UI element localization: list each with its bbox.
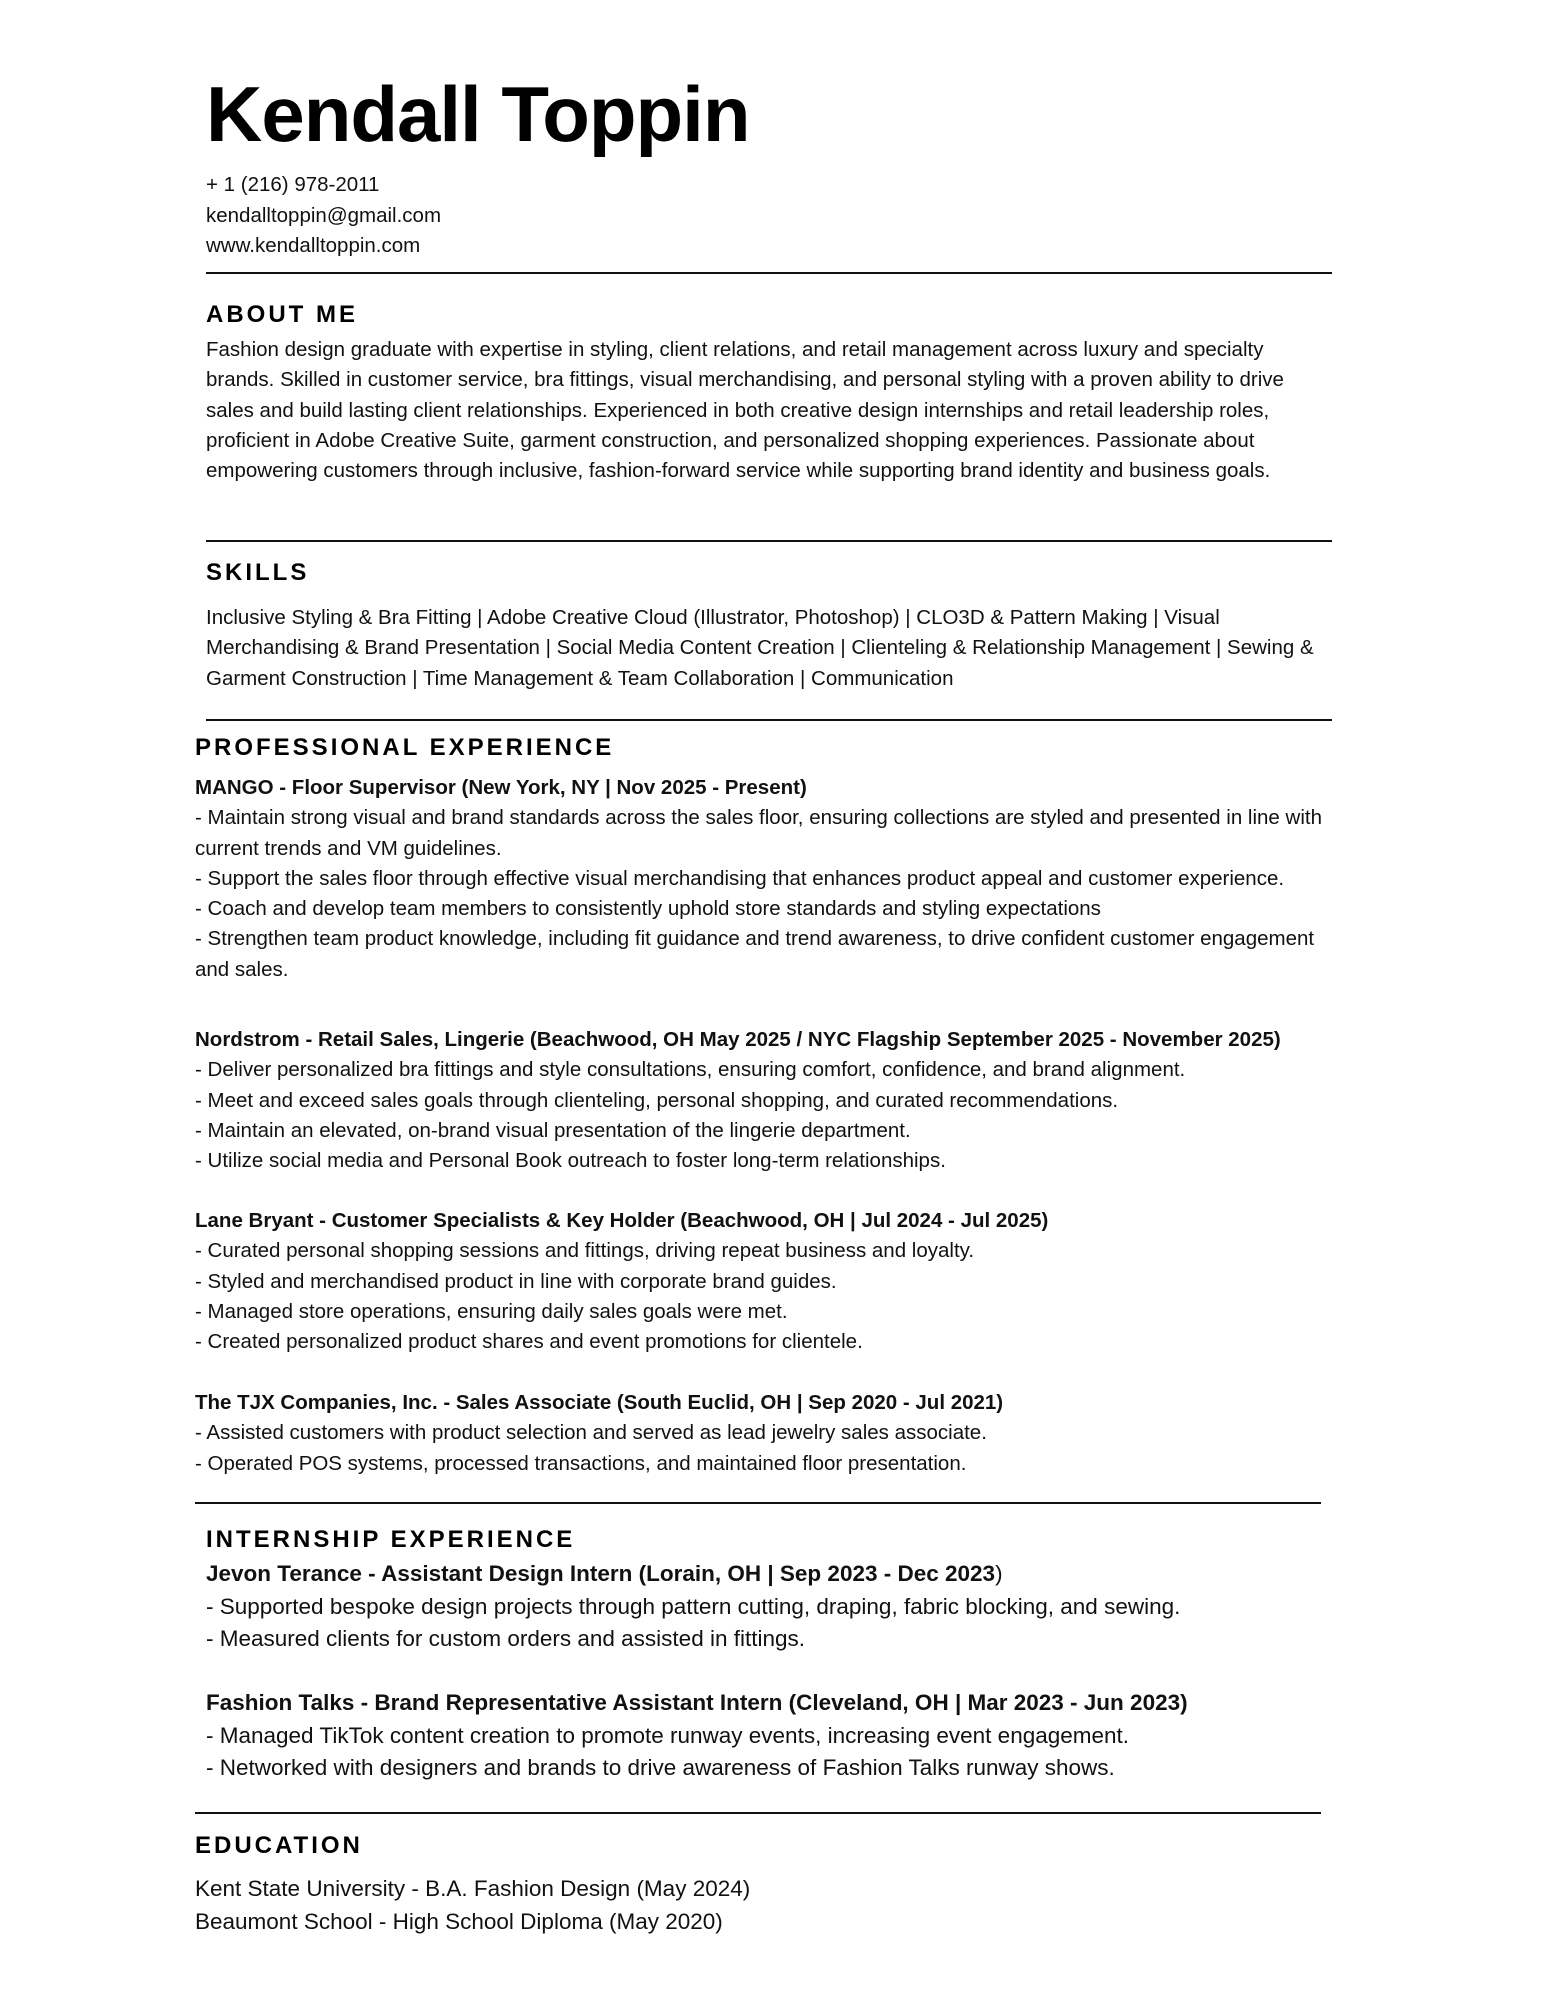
job-entry: [195, 1025, 1355, 1176]
job-bullet: - Created personalized product shares and event promotions for clientele.: [195, 1330, 863, 1354]
phone-number: + 1 (216) 978-2011: [206, 173, 380, 196]
internship-title: [206, 1558, 1336, 1591]
internship-title-text: Fashion Talks - Brand Representative Assistant Intern (Cleveland, OH | Mar 2023 - Jun 2023): [206, 1690, 1188, 1715]
internship-title-text: Jevon Terance - Assistant Design Intern (Lorain, OH | Sep 2023 - Dec 2023: [206, 1561, 996, 1586]
job-bullet: - Assisted customers with product selection and served as lead jewelry sales associate.: [195, 1421, 987, 1445]
experience-heading: PROFESSIONAL EXPERIENCE: [195, 734, 615, 761]
skills-heading: SKILLS: [206, 559, 310, 586]
job-bullet: - Managed store operations, ensuring daily sales goals were met.: [195, 1299, 788, 1323]
website-url: www.kendalltoppin.com: [206, 234, 421, 257]
internship-heading: INTERNSHIP EXPERIENCE: [206, 1526, 576, 1553]
job-bullet: - Coach and develop team members to consistently uphold store standards and styling expectations: [195, 897, 1101, 921]
contact-info: [206, 170, 441, 262]
internship-entry: [206, 1558, 1336, 1656]
education-list: [195, 1873, 1325, 1938]
internship-bullet: - Supported bespoke design projects through pattern cutting, draping, fabric blocking, and sewing.: [206, 1593, 1181, 1619]
divider: [195, 1502, 1321, 1504]
internship-bullet: - Measured clients for custom orders and assisted in fittings.: [206, 1626, 806, 1651]
about-heading: ABOUT ME: [206, 301, 358, 328]
job-entry: [195, 1206, 1325, 1357]
education-item: Kent State University - B.A. Fashion Design (May 2024): [195, 1876, 751, 1901]
internship-title: [206, 1687, 1336, 1720]
job-bullet: - Utilize social media and Personal Book outreach to foster long-term relationships.: [195, 1149, 946, 1173]
internship-title-suffix: ): [995, 1561, 1003, 1586]
job-bullet: - Styled and merchandised product in line with corporate brand guides.: [195, 1269, 837, 1293]
email-address: kendalltoppin@gmail.com: [206, 203, 442, 227]
job-entry: [195, 1388, 1325, 1479]
job-title: Lane Bryant - Customer Specialists & Key Holder (Beachwood, OH | Jul 2024 - Jul 2025): [195, 1209, 1049, 1232]
internship-bullet: - Managed TikTok content creation to promote runway events, increasing event engagement.: [206, 1722, 1130, 1748]
divider: [206, 540, 1332, 542]
divider: [206, 719, 1332, 721]
education-item: Beaumont School - High School Diploma (May 2020): [195, 1908, 723, 1934]
job-title: The TJX Companies, Inc. - Sales Associate (South Euclid, OH | Sep 2020 - Jul 2021): [195, 1391, 1004, 1414]
education-heading: EDUCATION: [195, 1832, 363, 1859]
candidate-name: Kendall Toppin: [206, 70, 750, 158]
job-entry: [195, 773, 1325, 985]
job-bullet: - Deliver personalized bra fittings and style consultations, ensuring comfort, confidence, and brand alignment.: [195, 1058, 1186, 1082]
job-bullet: - Maintain strong visual and brand standards across the sales floor, ensuring collections are styled and presented in line with current trends and VM guidelines.: [195, 806, 1322, 860]
about-text: Fashion design graduate with expertise in styling, client relations, and retail management across luxury and specialty brands. Skilled in customer service, bra fittings, visual merchandising, and personal styling with a proven ability to drive sales and build lasting client relationships. Experienced in both creative design internships and retail leadership roles, proficient in Adobe Creative Suite, garment construction, and personalized shopping experiences. Passionate about empowering customers through inclusive, fashion-forward service while supporting brand identity and business goals.: [206, 338, 1284, 483]
job-bullet: - Maintain an elevated, on-brand visual presentation of the lingerie department.: [195, 1118, 911, 1142]
job-title: MANGO - Floor Supervisor (New York, NY | Nov 2025 - Present): [195, 776, 807, 799]
divider: [195, 1812, 1321, 1814]
job-bullet: - Support the sales floor through effective visual merchandising that enhances product appeal and customer experience.: [195, 866, 1285, 890]
job-bullet: - Curated personal shopping sessions and fittings, driving repeat business and loyalty.: [195, 1239, 975, 1263]
job-title: Nordstrom - Retail Sales, Lingerie (Beachwood, OH May 2025 / NYC Flagship September 2025 - November 2025): [195, 1028, 1281, 1051]
internship-bullet: - Networked with designers and brands to drive awareness of Fashion Talks runway shows.: [206, 1755, 1115, 1780]
job-bullet: - Meet and exceed sales goals through clienteling, personal shopping, and curated recommendations.: [195, 1088, 1119, 1112]
divider: [206, 272, 1332, 274]
job-bullet: - Strengthen team product knowledge, including fit guidance and trend awareness, to drive confident customer engagement and sales.: [195, 927, 1315, 981]
skills-text: Inclusive Styling & Bra Fitting | Adobe Creative Cloud (Illustrator, Photoshop) | CLO3D & Pattern Making | Visual Merchandising & Brand Presentation | Social Media Content Creation | Clienteling & Relationship Management | Sewing & Garment Construction | Time Management & Team Collaboration | Communication: [206, 606, 1314, 690]
job-bullet: - Operated POS systems, processed transactions, and maintained floor presentation.: [195, 1451, 967, 1475]
internship-entry: [206, 1687, 1336, 1785]
